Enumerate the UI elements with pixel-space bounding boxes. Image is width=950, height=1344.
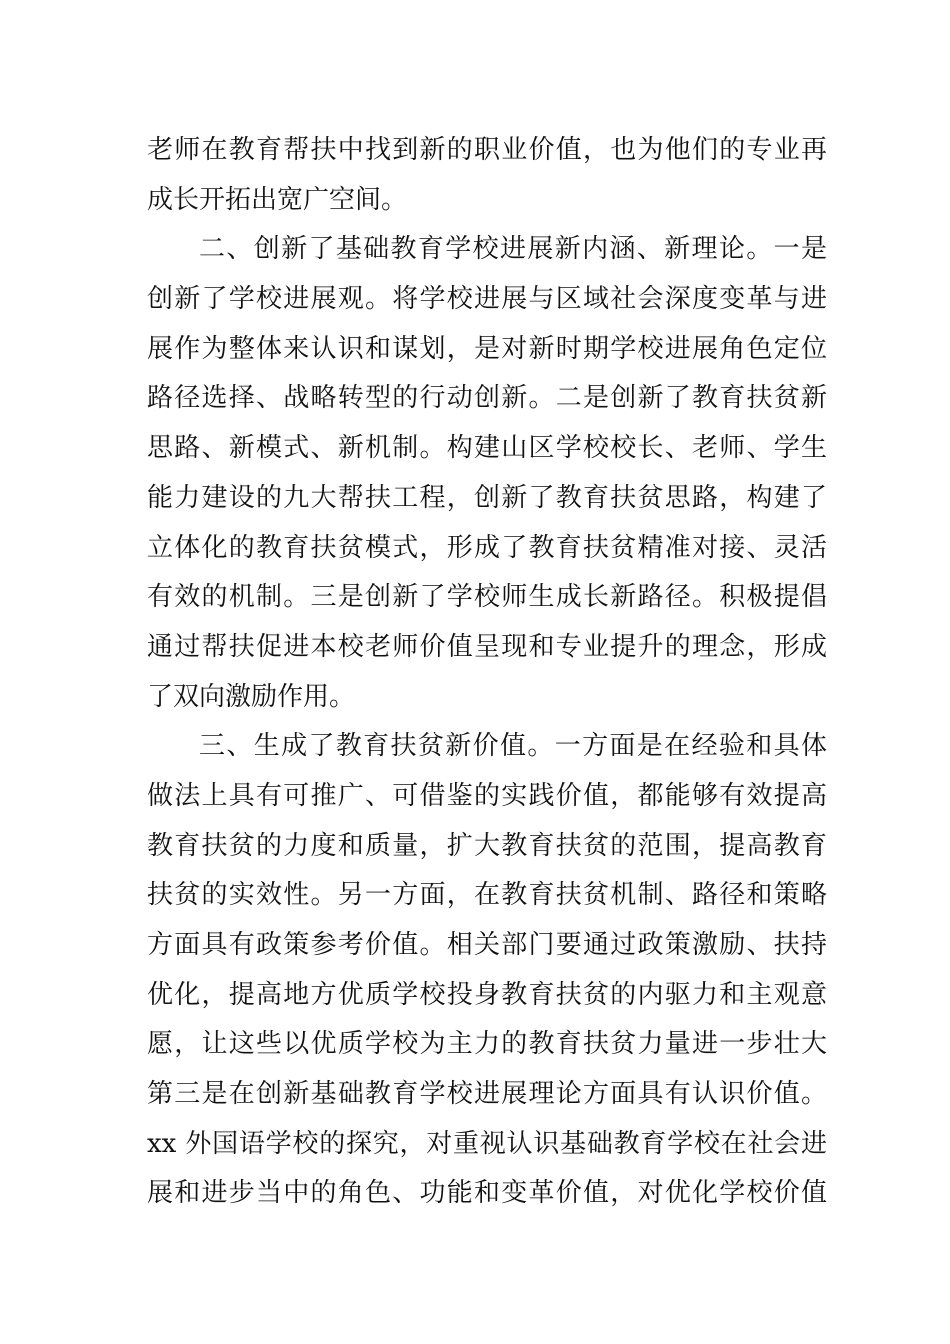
text-line: 立体化的教育扶贫模式，形成了教育扶贫精准对接、灵活	[147, 532, 827, 563]
text-line: 老师在教育帮扶中找到新的职业价值，也为他们的专业再	[147, 135, 827, 165]
text-line: 优化，提高地方优质学校投身教育扶贫的内驱力和主观意	[147, 979, 827, 1010]
paragraph-heading-line: 三、生成了教育扶贫新价值。一方面是在经验和具体	[199, 731, 827, 762]
text-line: 创新了学校进展观。将学校进展与区域社会深度变革与进	[147, 284, 827, 315]
text-line: 展作为整体来认识和谋划，是对新时期学校进展角色定位	[147, 333, 827, 364]
text-line: 第三是在创新基础教育学校进展理论方面具有认识价值。	[147, 1079, 827, 1110]
text-line: 能力建设的九大帮扶工程，创新了教育扶贫思路，构建了	[147, 482, 827, 513]
text-line: 做法上具有可推广、可借鉴的实践价值，都能够有效提高	[147, 780, 827, 811]
text-line: 扶贫的实效性。另一方面，在教育扶贫机制、路径和策略	[147, 880, 827, 911]
text-line: 路径选择、战略转型的行动创新。二是创新了教育扶贫新	[147, 383, 827, 414]
text-line: 有效的机制。三是创新了学校师生成长新路径。积极提倡	[147, 582, 827, 613]
text-line: 了双向激励作用。	[147, 681, 356, 712]
text-line: 方面具有政策参考价值。相关部门要通过政策激励、扶持	[147, 930, 827, 960]
text-line: 愿，让这些以优质学校为主力的教育扶贫力量进一步壮大	[147, 1029, 827, 1060]
text-line: 成长开拓出宽广空间。	[147, 184, 408, 215]
text-line: xx 外国语学校的探究，对重视认识基础教育学校在社会进	[147, 1128, 827, 1159]
text-line: 思路、新模式、新机制。构建山区学校校长、老师、学生	[147, 433, 827, 464]
paragraph-heading-line: 二、创新了基础教育学校进展新内涵、新理论。一是	[199, 234, 827, 265]
text-line: 展和进步当中的角色、功能和变革价值，对优化学校价值	[147, 1178, 827, 1209]
text-line: 教育扶贫的力度和质量，扩大教育扶贫的范围，提高教育	[147, 830, 827, 861]
text-line: 通过帮扶促进本校老师价值呈现和专业提升的理念，形成	[147, 631, 827, 662]
body-text	[147, 126, 827, 1219]
